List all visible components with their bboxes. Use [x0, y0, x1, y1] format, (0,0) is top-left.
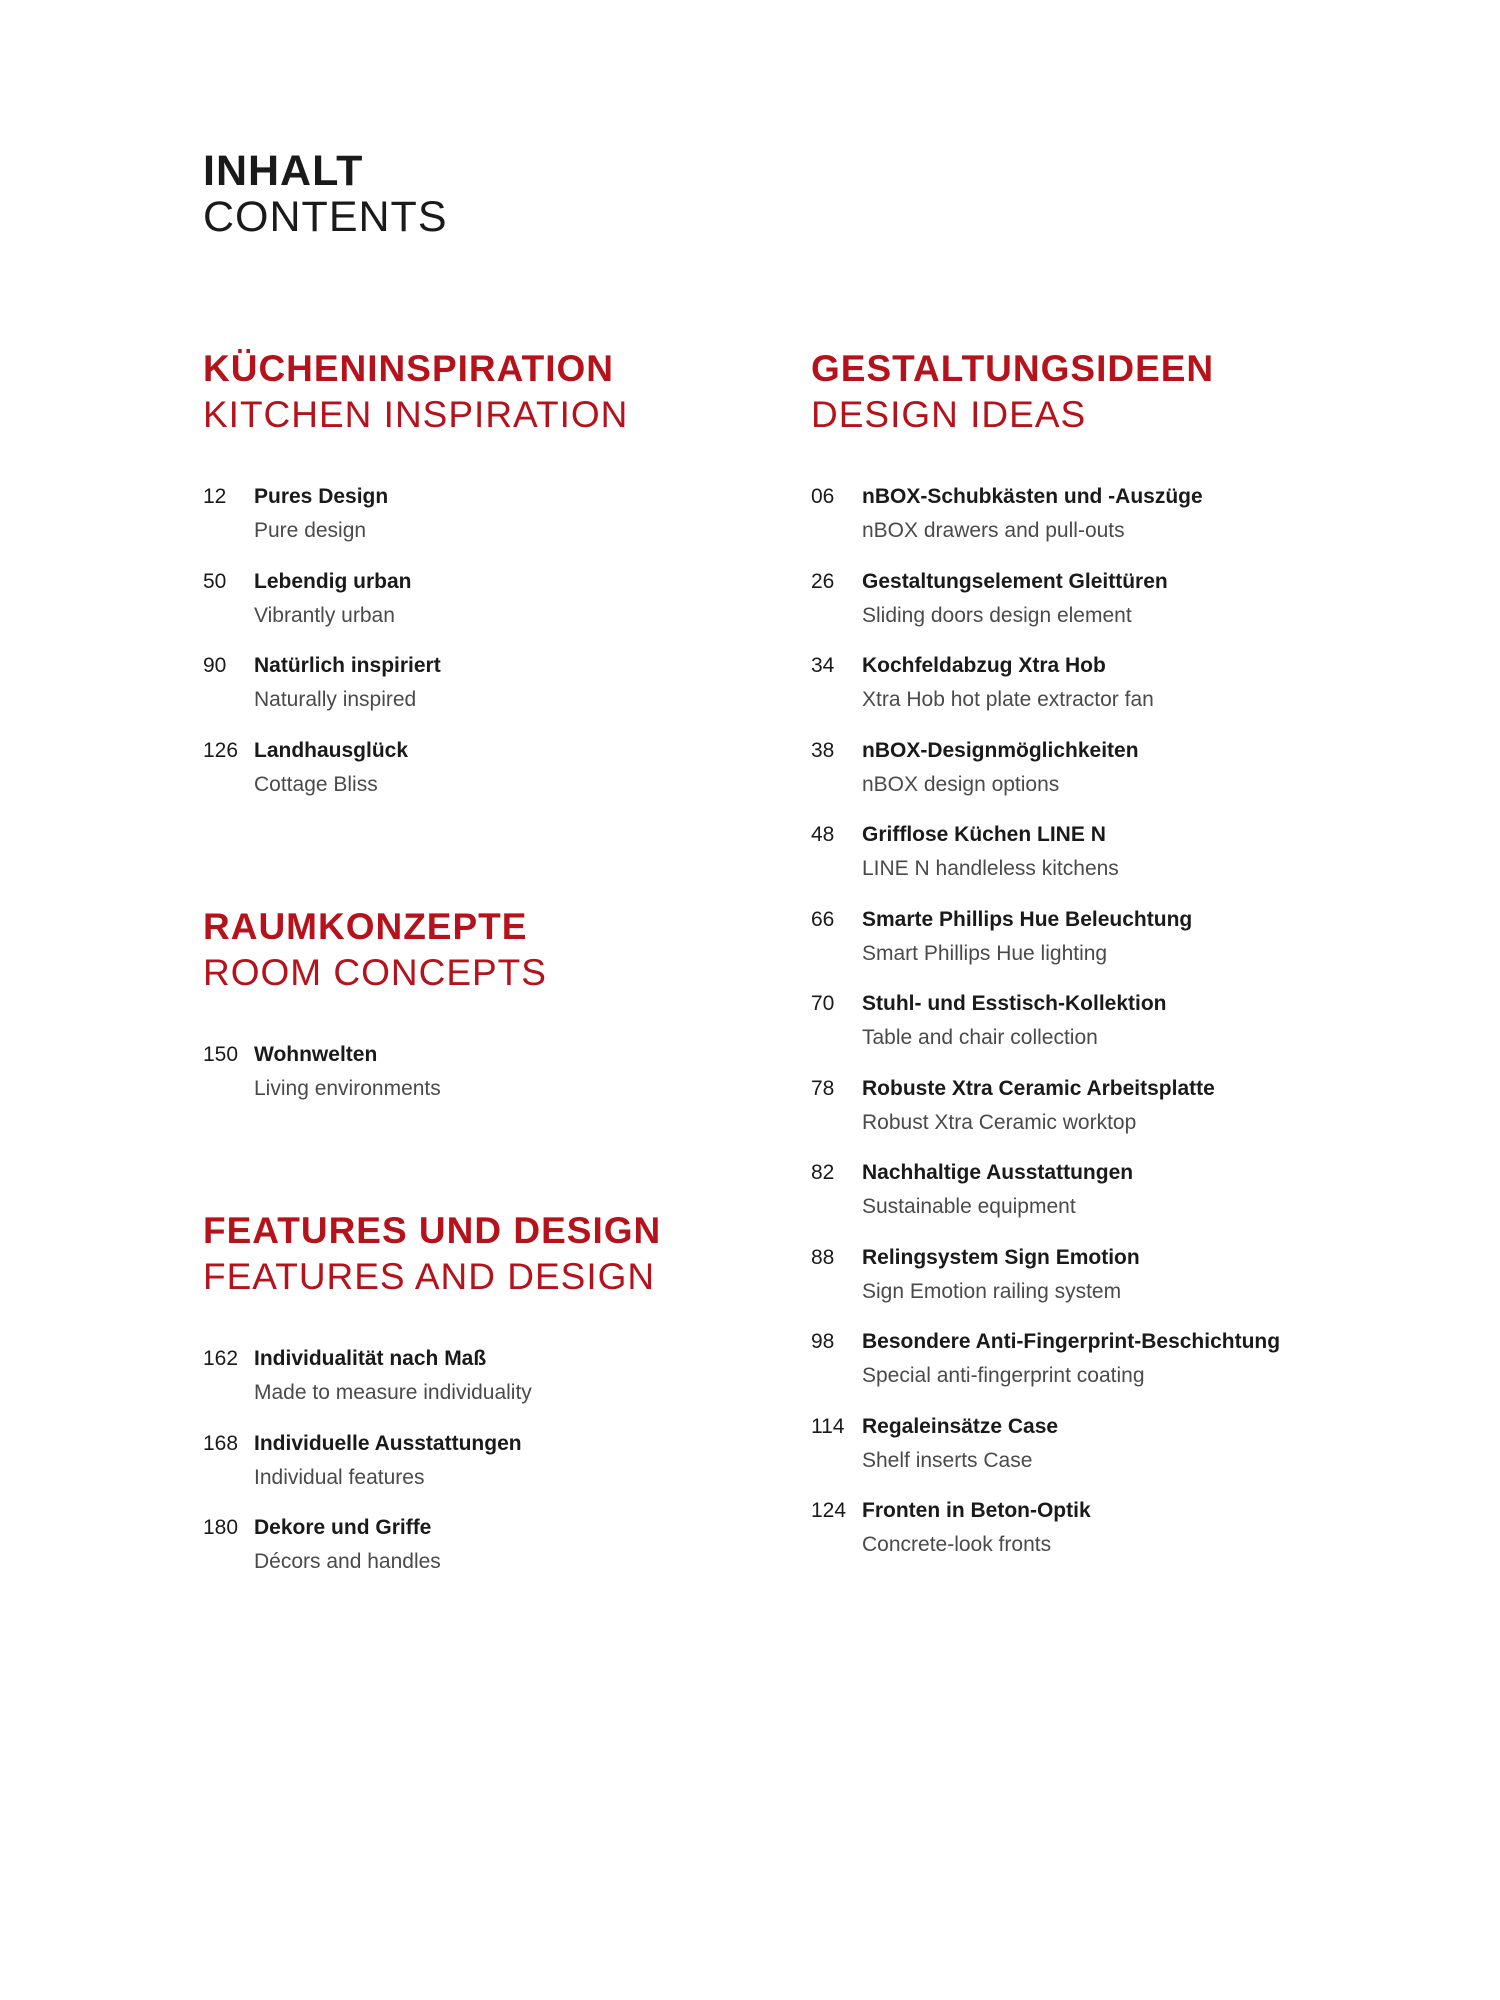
- toc-entry-title-de: Kochfeldabzug Xtra Hob: [862, 654, 1106, 677]
- toc-entry-page-number: 70: [811, 992, 835, 1015]
- toc-entry-page-number: 90: [203, 654, 227, 677]
- toc-entry-title-en: Vibrantly urban: [254, 603, 395, 627]
- toc-entry-title-de: Natürlich inspiriert: [254, 654, 441, 677]
- toc-entry[interactable]: [811, 903, 1214, 988]
- toc-entry[interactable]: [811, 1410, 1214, 1495]
- toc-entry-page-number: 34: [811, 654, 835, 677]
- toc-entry-title-en: Sustainable equipment: [862, 1195, 1076, 1218]
- toc-entry-title-de: Smarte Phillips Hue Beleuchtung: [862, 907, 1193, 931]
- section-heading-en: FEATURES AND DESIGN: [203, 1256, 656, 1297]
- section-design-ideas: [811, 346, 1281, 1579]
- toc-entry-title-de: Relingsystem Sign Emotion: [862, 1245, 1140, 1269]
- page-title-en: CONTENTS: [203, 193, 448, 241]
- toc-entry-title-de: Landhausglück: [254, 738, 409, 762]
- toc-list: [811, 480, 1281, 1579]
- toc-entry-page-number: 98: [811, 1330, 835, 1353]
- toc-entry[interactable]: [811, 1241, 1214, 1326]
- toc-entry-title-de: Fronten in Beton-Optik: [862, 1499, 1091, 1522]
- toc-entry-title-de: Gestaltungselement Gleittüren: [862, 569, 1168, 593]
- toc-list: [203, 1342, 661, 1596]
- page-title: [203, 148, 448, 240]
- toc-entry-title-en: Sliding doors design element: [862, 603, 1132, 627]
- toc-entry-title-de: Nachhaltige Ausstattungen: [862, 1161, 1134, 1184]
- toc-entry[interactable]: [811, 987, 1214, 1072]
- toc-entry-page-number: 126: [203, 738, 239, 762]
- toc-entry-title-de: Individualität nach Maß: [254, 1347, 487, 1370]
- toc-entry-page-number: 88: [811, 1245, 835, 1269]
- section-heading-de: GESTALTUNGSIDEEN: [811, 348, 1215, 389]
- toc-entry-title-de: Stuhl- und Esstisch-Kollektion: [862, 992, 1167, 1015]
- toc-entry-page-number: 150: [203, 1043, 239, 1066]
- toc-entry[interactable]: [811, 734, 1214, 819]
- toc-entry-title-en: Living environments: [254, 1077, 441, 1100]
- toc-entry-title-en: Pure design: [254, 519, 367, 542]
- toc-entry-title-de: Besondere Anti-Fingerprint-Beschichtung: [862, 1330, 1281, 1353]
- toc-entry[interactable]: [203, 1342, 661, 1427]
- toc-entry-page-number: 180: [203, 1516, 239, 1539]
- section-heading-en: KITCHEN INSPIRATION: [203, 394, 629, 435]
- toc-entry-title-en: Sign Emotion railing system: [862, 1279, 1122, 1303]
- toc-entry[interactable]: [203, 1511, 661, 1596]
- toc-entry-page-number: 26: [811, 569, 835, 593]
- toc-entry[interactable]: [203, 480, 628, 565]
- toc-entry-title-en: Made to measure individuality: [254, 1381, 532, 1404]
- toc-entry-title-de: Pures Design: [254, 485, 389, 508]
- toc-entry-page-number: 162: [203, 1347, 239, 1370]
- toc-entry[interactable]: [811, 649, 1214, 734]
- toc-entry-title-en: Xtra Hob hot plate extractor fan: [862, 688, 1154, 711]
- section-room-concepts: [203, 904, 547, 1123]
- section-heading-de: FEATURES UND DESIGN: [203, 1210, 662, 1251]
- toc-entry[interactable]: [203, 649, 628, 734]
- toc-entry[interactable]: [203, 1038, 547, 1123]
- toc-entry-title-en: Table and chair collection: [862, 1026, 1098, 1049]
- toc-entry-title-de: Individuelle Ausstattungen: [254, 1431, 522, 1455]
- toc-entry-title-en: Shelf inserts Case: [862, 1448, 1033, 1472]
- toc-entry-title-de: Regaleinsätze Case: [862, 1414, 1059, 1438]
- toc-entry-title-de: Robuste Xtra Ceramic Arbeitsplatte: [862, 1076, 1215, 1100]
- toc-entry[interactable]: [203, 734, 628, 819]
- toc-entry-title-en: nBOX drawers and pull-outs: [862, 519, 1125, 542]
- toc-entry-title-en: Concrete-look fronts: [862, 1533, 1052, 1556]
- toc-entry-title-en: LINE N handleless kitchens: [862, 857, 1119, 880]
- toc-entry-page-number: 50: [203, 569, 227, 593]
- toc-entry-title-en: Robust Xtra Ceramic worktop: [862, 1110, 1137, 1134]
- toc-entry-title-en: Special anti-fingerprint coating: [862, 1364, 1145, 1387]
- section-features-and-design: [203, 1208, 661, 1596]
- toc-entry-page-number: 48: [811, 823, 835, 846]
- toc-entry-title-de: Lebendig urban: [254, 569, 412, 593]
- section-heading: [811, 346, 1214, 438]
- toc-entry-page-number: 114: [811, 1414, 845, 1438]
- section-heading: [203, 346, 628, 438]
- toc-entry[interactable]: [811, 1072, 1214, 1157]
- toc-entry-title-de: Dekore und Griffe: [254, 1516, 432, 1539]
- section-heading: [203, 904, 547, 996]
- toc-entry-title-de: nBOX-Schubkästen und -Auszüge: [862, 485, 1203, 508]
- toc-entry-page-number: 12: [203, 485, 227, 508]
- toc-entry[interactable]: [811, 1494, 1214, 1579]
- toc-entry-page-number: 82: [811, 1161, 835, 1184]
- toc-entry-title-de: Wohnwelten: [254, 1043, 378, 1066]
- section-heading-de: RAUMKONZEPTE: [203, 906, 528, 947]
- toc-entry-page-number: 06: [811, 485, 835, 508]
- toc-entry[interactable]: [811, 480, 1214, 565]
- toc-entry-title-en: Décors and handles: [254, 1550, 441, 1573]
- toc-entry-page-number: 38: [811, 738, 835, 762]
- toc-entry-page-number: 78: [811, 1076, 835, 1100]
- section-heading: [203, 1208, 661, 1300]
- toc-entry-page-number: 66: [811, 907, 835, 931]
- toc-entry-title-en: Naturally inspired: [254, 688, 417, 711]
- toc-list: [203, 1038, 547, 1123]
- toc-entry[interactable]: [811, 818, 1214, 903]
- toc-entry-title-en: Cottage Bliss: [254, 772, 378, 796]
- toc-entry[interactable]: [203, 565, 628, 650]
- toc-entry-title-de: nBOX-Designmöglichkeiten: [862, 738, 1139, 762]
- toc-list: [203, 480, 628, 818]
- toc-entry[interactable]: [811, 1156, 1214, 1241]
- toc-entry[interactable]: [811, 565, 1214, 650]
- toc-entry-title-en: nBOX design options: [862, 772, 1060, 796]
- section-heading-en: ROOM CONCEPTS: [203, 952, 547, 993]
- toc-entry[interactable]: [811, 1325, 1281, 1410]
- toc-entry-title-en: Individual features: [254, 1465, 425, 1489]
- toc-entry-title-de: Grifflose Küchen LINE N: [862, 823, 1106, 846]
- section-kitchen-inspiration: [203, 346, 628, 818]
- toc-entry[interactable]: [203, 1427, 661, 1512]
- section-heading-en: DESIGN IDEAS: [811, 394, 1087, 435]
- toc-entry-page-number: 168: [203, 1431, 239, 1455]
- toc-entry-page-number: 124: [811, 1499, 847, 1522]
- toc-entry-title-en: Smart Phillips Hue lighting: [862, 941, 1108, 965]
- page-title-de: INHALT: [203, 147, 364, 195]
- section-heading-de: KÜCHENINSPIRATION: [203, 348, 614, 389]
